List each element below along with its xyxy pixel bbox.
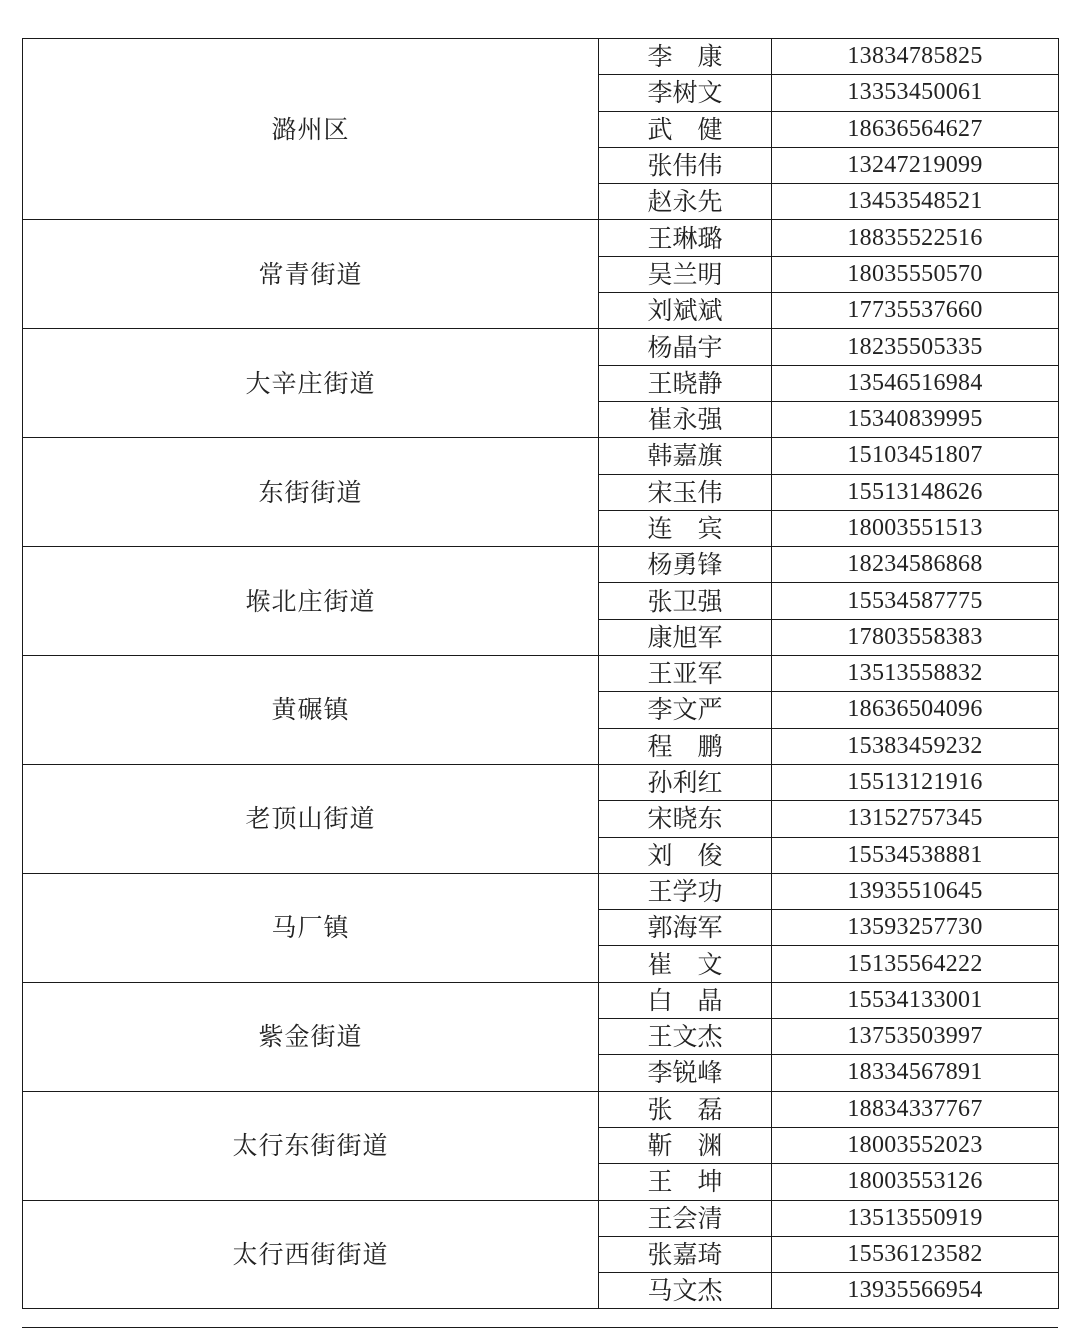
phone-cell: 15534587775 <box>772 583 1059 619</box>
name-cell: 康旭军 <box>599 619 772 655</box>
phone-cell: 13935566954 <box>772 1273 1059 1309</box>
area-cell: 老顶山街道 <box>23 764 599 873</box>
name-cell: 王文杰 <box>599 1019 772 1055</box>
name-cell: 孙利红 <box>599 764 772 800</box>
area-cell: 紫金街道 <box>23 982 599 1091</box>
phone-cell: 13935510645 <box>772 873 1059 909</box>
name-cell: 王 坤 <box>599 1164 772 1200</box>
table-row <box>23 329 1059 365</box>
phone-cell: 18003551513 <box>772 510 1059 546</box>
phone-cell: 15135564222 <box>772 946 1059 982</box>
phone-cell: 13152757345 <box>772 801 1059 837</box>
name-cell: 张 磊 <box>599 1091 772 1127</box>
phone-cell: 18235505335 <box>772 329 1059 365</box>
phone-cell: 13753503997 <box>772 1019 1059 1055</box>
name-cell: 程 鹏 <box>599 728 772 764</box>
phone-cell: 15103451807 <box>772 438 1059 474</box>
name-cell: 杨晶宇 <box>599 329 772 365</box>
phone-cell: 15536123582 <box>772 1236 1059 1272</box>
name-cell: 李锐峰 <box>599 1055 772 1091</box>
phone-cell: 15534538881 <box>772 837 1059 873</box>
phone-cell: 13513550919 <box>772 1200 1059 1236</box>
name-cell: 吴兰明 <box>599 256 772 292</box>
phone-cell: 13513558832 <box>772 656 1059 692</box>
name-cell: 崔永强 <box>599 401 772 437</box>
area-cell: 太行西街街道 <box>23 1200 599 1309</box>
name-cell: 靳 渊 <box>599 1127 772 1163</box>
phone-cell: 17803558383 <box>772 619 1059 655</box>
name-cell: 李树文 <box>599 75 772 111</box>
area-cell: 马厂镇 <box>23 873 599 982</box>
table-row <box>23 656 1059 692</box>
phone-cell: 17735537660 <box>772 293 1059 329</box>
phone-cell: 13546516984 <box>772 365 1059 401</box>
area-cell: 潞州区 <box>23 39 599 220</box>
name-cell: 刘斌斌 <box>599 293 772 329</box>
phone-cell: 13593257730 <box>772 910 1059 946</box>
table-row <box>23 39 1059 75</box>
phone-cell: 15513121916 <box>772 764 1059 800</box>
phone-cell: 18234586868 <box>772 547 1059 583</box>
phone-cell: 13453548521 <box>772 184 1059 220</box>
phone-cell: 13834785825 <box>772 39 1059 75</box>
name-cell: 宋玉伟 <box>599 474 772 510</box>
name-cell: 王会清 <box>599 1200 772 1236</box>
contact-table <box>22 38 1059 1309</box>
name-cell: 王琳璐 <box>599 220 772 256</box>
area-cell: 太行东街街道 <box>23 1091 599 1200</box>
table-row <box>23 764 1059 800</box>
area-cell: 常青街道 <box>23 220 599 329</box>
name-cell: 赵永先 <box>599 184 772 220</box>
phone-cell: 15534133001 <box>772 982 1059 1018</box>
name-cell: 王学功 <box>599 873 772 909</box>
contact-table-body <box>23 39 1059 1309</box>
phone-cell: 15383459232 <box>772 728 1059 764</box>
name-cell: 宋晓东 <box>599 801 772 837</box>
table-row <box>23 220 1059 256</box>
area-cell: 堠北庄街道 <box>23 547 599 656</box>
name-cell: 王亚军 <box>599 656 772 692</box>
name-cell: 郭海军 <box>599 910 772 946</box>
name-cell: 白 晶 <box>599 982 772 1018</box>
name-cell: 张伟伟 <box>599 147 772 183</box>
phone-cell: 13247219099 <box>772 147 1059 183</box>
phone-cell: 18334567891 <box>772 1055 1059 1091</box>
phone-cell: 18035550570 <box>772 256 1059 292</box>
name-cell: 刘 俊 <box>599 837 772 873</box>
name-cell: 张嘉琦 <box>599 1236 772 1272</box>
phone-cell: 18636504096 <box>772 692 1059 728</box>
area-cell: 东街街道 <box>23 438 599 547</box>
phone-cell: 18835522516 <box>772 220 1059 256</box>
name-cell: 杨勇锋 <box>599 547 772 583</box>
table-row <box>23 982 1059 1018</box>
phone-cell: 18003552023 <box>772 1127 1059 1163</box>
area-cell: 黄碾镇 <box>23 656 599 765</box>
area-cell: 大辛庄街道 <box>23 329 599 438</box>
name-cell: 武 健 <box>599 111 772 147</box>
table-row <box>23 438 1059 474</box>
name-cell: 李 康 <box>599 39 772 75</box>
table-row <box>23 1091 1059 1127</box>
table-row <box>23 873 1059 909</box>
phone-cell: 15340839995 <box>772 401 1059 437</box>
phone-cell: 18636564627 <box>772 111 1059 147</box>
name-cell: 李文严 <box>599 692 772 728</box>
phone-cell: 15513148626 <box>772 474 1059 510</box>
table-row <box>23 1200 1059 1236</box>
phone-cell: 13353450061 <box>772 75 1059 111</box>
name-cell: 张卫强 <box>599 583 772 619</box>
phone-cell: 18834337767 <box>772 1091 1059 1127</box>
name-cell: 王晓静 <box>599 365 772 401</box>
name-cell: 崔 文 <box>599 946 772 982</box>
name-cell: 韩嘉旗 <box>599 438 772 474</box>
name-cell: 马文杰 <box>599 1273 772 1309</box>
name-cell: 连 宾 <box>599 510 772 546</box>
table-row <box>23 547 1059 583</box>
phone-cell: 18003553126 <box>772 1164 1059 1200</box>
